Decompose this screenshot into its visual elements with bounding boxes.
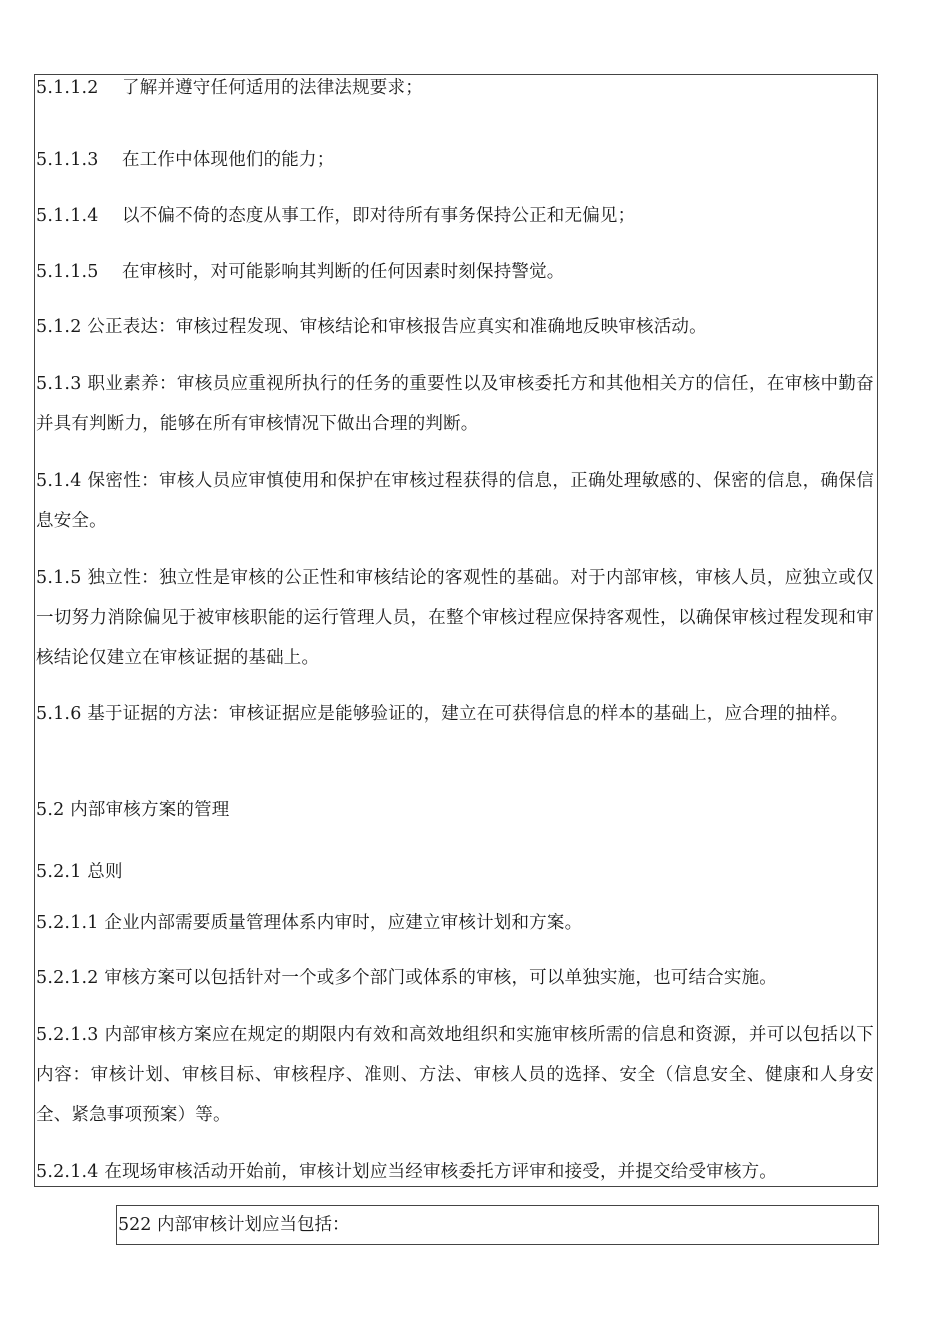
item-text: 以不偏不倚的态度从事工作，即对待所有事务保持公正和无偏见； [122, 206, 636, 226]
heading-5-2-1: 5.2.1 总则 [36, 862, 123, 882]
item-text: 了解并遵守任何适用的法律法规要求； [122, 78, 423, 98]
item-5-1-1-2 [36, 68, 874, 108]
item-5-1-1-4 [36, 196, 874, 236]
para-5-2-1-4: 5.2.1.4 在现场审核活动开始前，审核计划应当经审核委托方评审和接受，并提交给受审核方。 [36, 1162, 777, 1182]
item-5-1-1-3 [36, 140, 874, 180]
para-5-2-1-2: 5.2.1.2 审核方案可以包括针对一个或多个部门或体系的审核，可以单独实施，也可结合实施。 [36, 968, 777, 988]
para-5-1-2: 5.1.2 公正表达：审核过程发现、审核结论和审核报告应真实和准确地反映审核活动。 [36, 317, 707, 337]
item-number: 5.1.1.2 [36, 78, 99, 98]
para-5-1-4: 5.1.4 保密性：审核人员应审慎使用和保护在审核过程获得的信息，正确处理敏感的、保密的信息，确保信息安全。 [36, 471, 874, 531]
para-5-2-1-3: 5.2.1.3 内部审核方案应在规定的期限内有效和高效地组织和实施审核所需的信息和资源，并可以包括以下内容：审核计划、审核目标、审核程序、准则、方法、审核人员的选择、安全（信息安全、健康和人身安全、紧急事项预案）等。 [36, 1025, 874, 1125]
item-5-1-1-5 [36, 252, 874, 292]
para-5-2-2: 522 内部审核计划应当包括： [118, 1215, 350, 1235]
item-number: 5.1.1.4 [36, 206, 99, 226]
item-number: 5.1.1.5 [36, 262, 99, 282]
heading-5-2: 5.2 内部审核方案的管理 [36, 800, 230, 820]
item-text: 在审核时，对可能影响其判断的任何因素时刻保持警觉。 [122, 262, 565, 282]
para-5-1-6: 5.1.6 基于证据的方法：审核证据应是能够验证的，建立在可获得信息的样本的基础上，应合理的抽样。 [36, 704, 849, 724]
item-text: 在工作中体现他们的能力； [122, 150, 335, 170]
item-number: 5.1.1.3 [36, 150, 99, 170]
para-5-2-1-1: 5.2.1.1 企业内部需要质量管理体系内审时，应建立审核计划和方案。 [36, 913, 583, 933]
para-5-1-3: 5.1.3 职业素养：审核员应重视所执行的任务的重要性以及审核委托方和其他相关方的信任，在审核中勤奋并具有判断力，能够在所有审核情况下做出合理的判断。 [36, 374, 874, 434]
para-5-1-5: 5.1.5 独立性：独立性是审核的公正性和审核结论的客观性的基础。对于内部审核，审核人员，应独立或仅一切努力消除偏见于被审核职能的运行管理人员，在整个审核过程应保持客观性，以确保审核过程发现和审核结论仅建立在审核证据的基础上。 [36, 568, 874, 668]
